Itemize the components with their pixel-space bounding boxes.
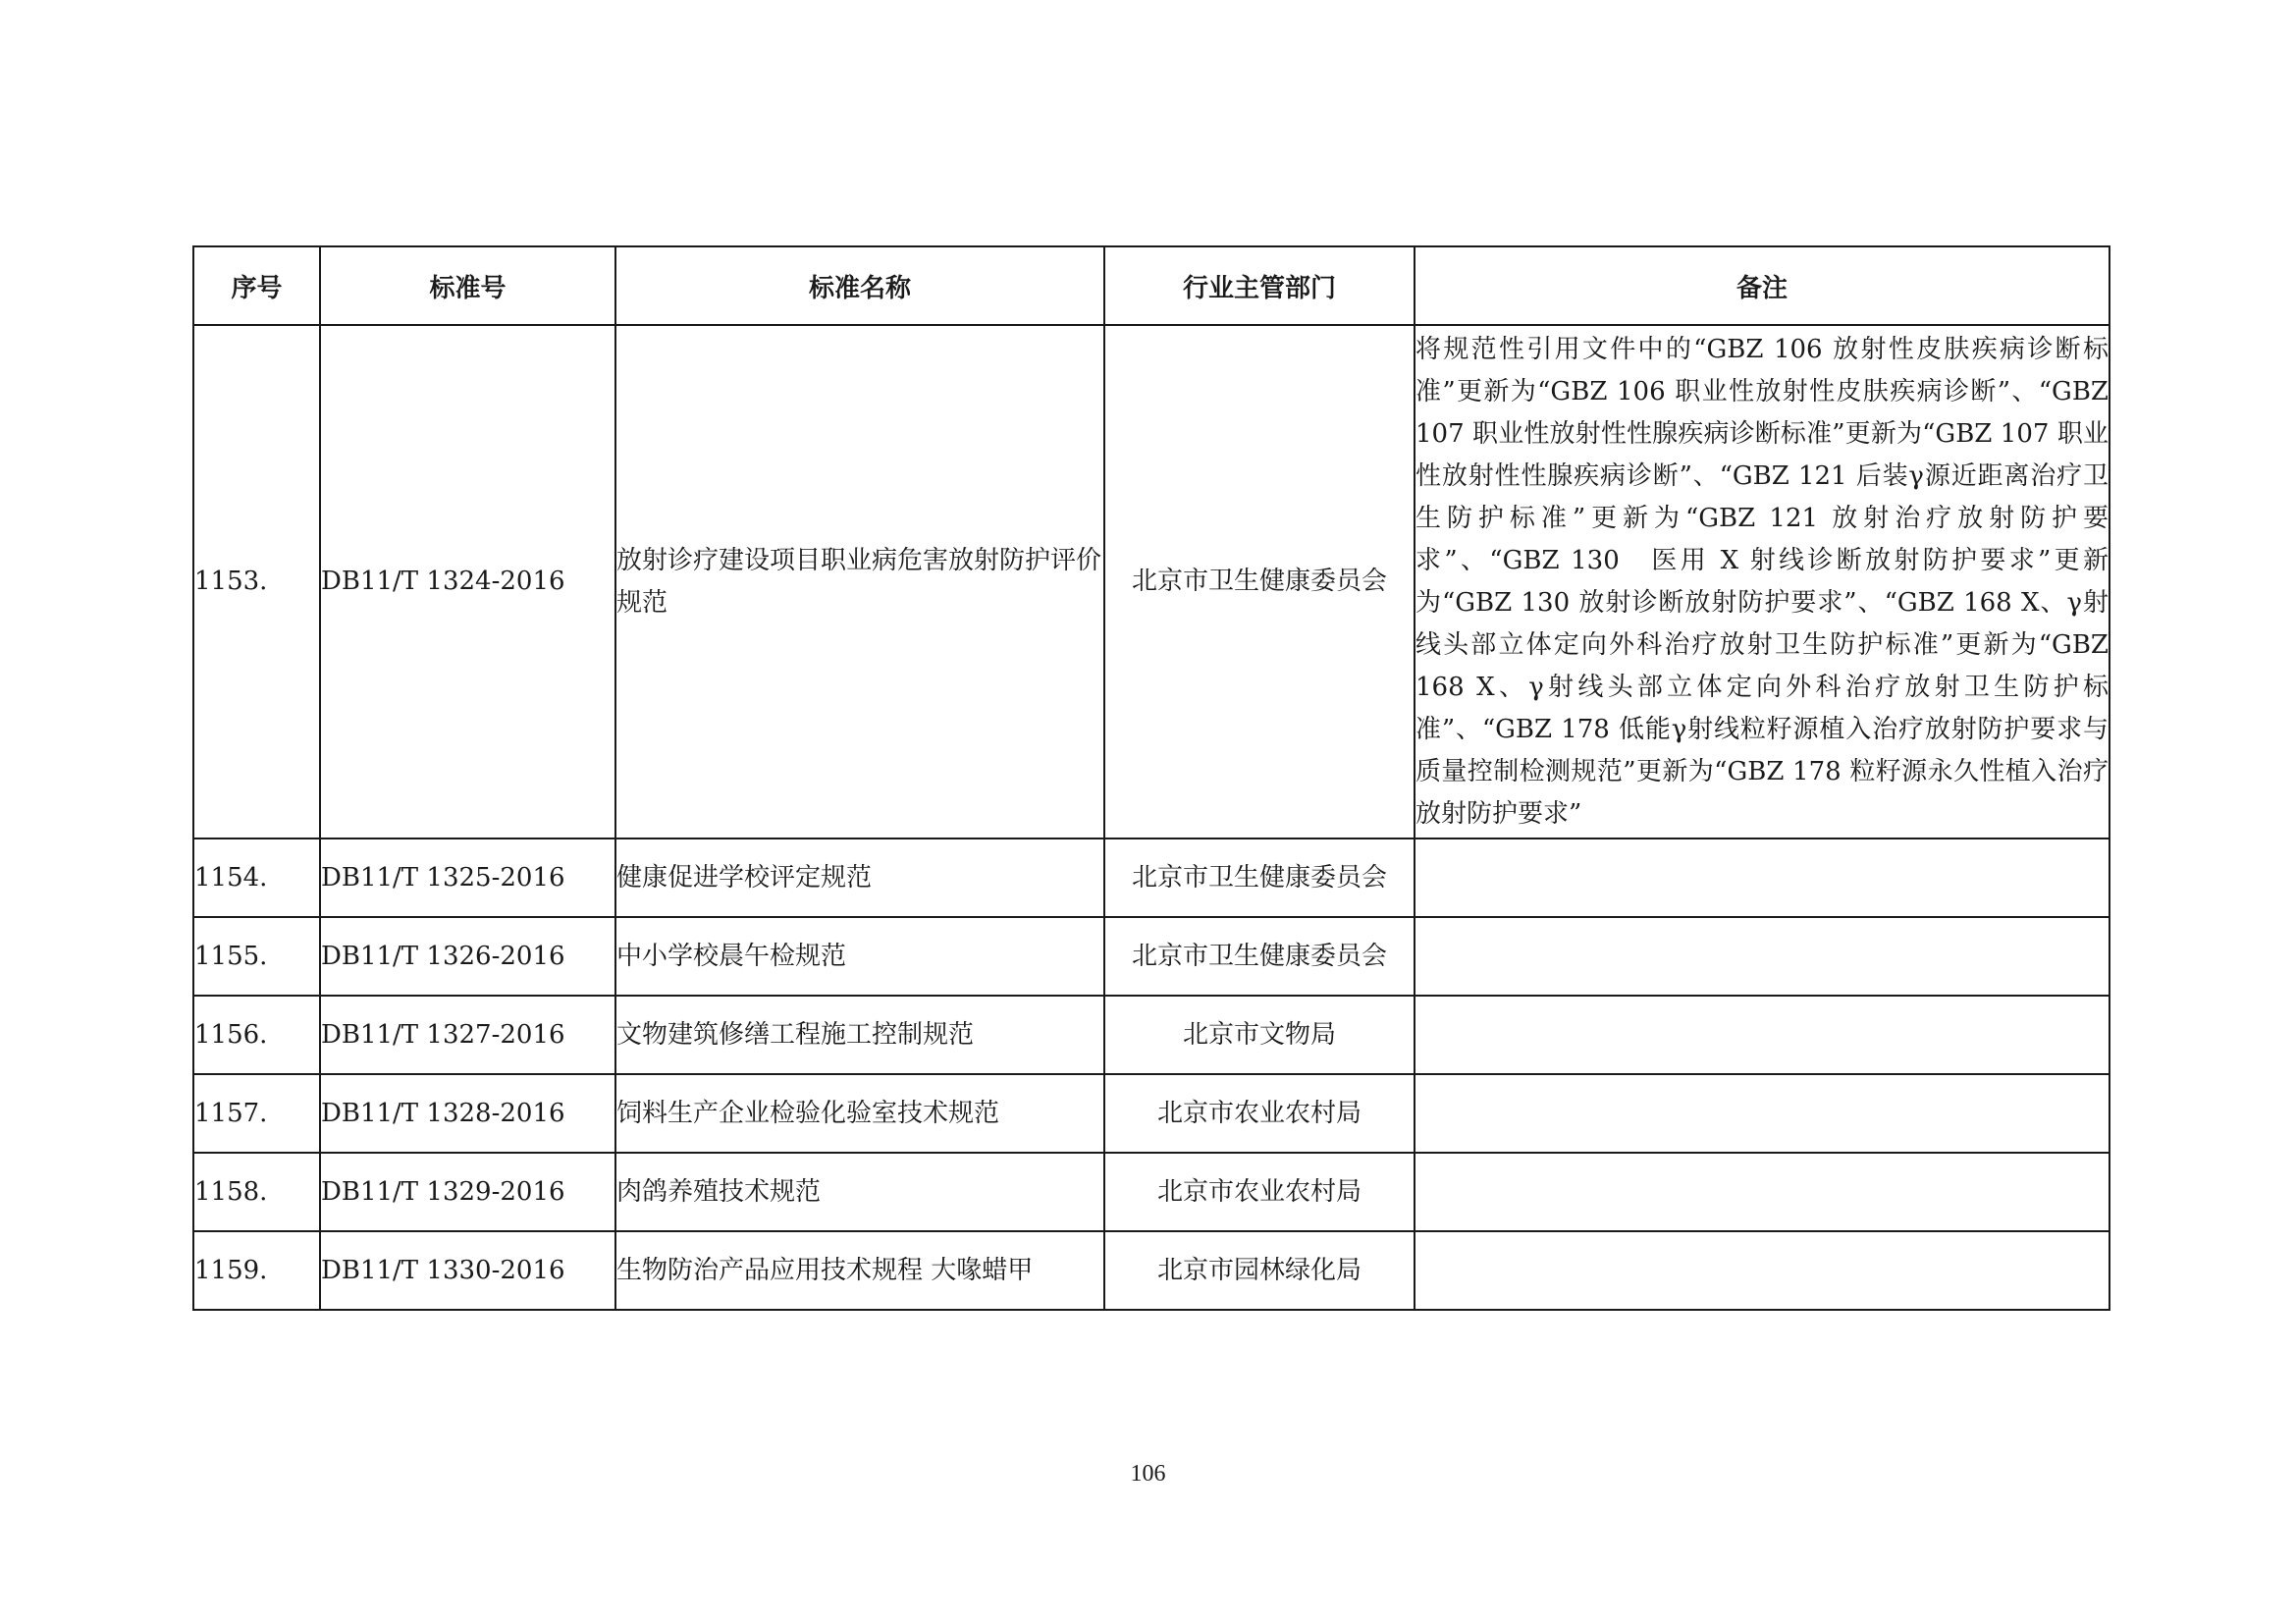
cell-name: 中小学校晨午检规范: [615, 917, 1104, 996]
standards-table: [192, 245, 2110, 1311]
cell-no: 1155.: [193, 917, 320, 996]
page-number: 106: [1130, 1461, 1166, 1487]
cell-dept: 北京市农业农村局: [1104, 1074, 1415, 1153]
cell-no: 1153.: [193, 325, 320, 839]
cell-code: DB11/T 1329-2016: [320, 1153, 615, 1231]
table-header-row: [193, 246, 2109, 325]
cell-name: 生物防治产品应用技术规程 大喙蜡甲: [615, 1231, 1104, 1310]
header-remark: 备注: [1415, 246, 2109, 325]
cell-remark: [1415, 1153, 2109, 1231]
cell-remark: [1415, 839, 2109, 917]
table-row: [193, 1074, 2109, 1153]
cell-remark: [1415, 917, 2109, 996]
cell-code: DB11/T 1324-2016: [320, 325, 615, 839]
cell-name: 文物建筑修缮工程施工控制规范: [615, 996, 1104, 1074]
cell-no: 1159.: [193, 1231, 320, 1310]
cell-no: 1157.: [193, 1074, 320, 1153]
cell-code: DB11/T 1326-2016: [320, 917, 615, 996]
table-row: [193, 839, 2109, 917]
cell-remark: 将规范性引用文件中的“GBZ 106 放射性皮肤疾病诊断标准”更新为“GBZ 106 职业性放射性皮肤疾病诊断”、“GBZ 107 职业性放射性性腺疾病诊断标准”更新为“GBZ 107 职业性放射性性腺疾病诊断”、“GBZ 121 后装γ源近距离治疗卫生防护标准”更新为“GBZ 121 放射治疗放射防护要求”、“GBZ 130 医用 X 射线诊断放射防护要求”更新为“GBZ 130 放射诊断放射防护要求”、“GBZ 168 X、γ射线头部立体定向外科治疗放射卫生防护标准”更新为“GBZ 168 X、γ射线头部立体定向外科治疗放射卫生防护标准”、“GBZ 178 低能γ射线粒籽源植入治疗放射防护要求与质量控制检测规范”更新为“GBZ 178 粒籽源永久性植入治疗放射防护要求”: [1415, 325, 2109, 839]
cell-dept: 北京市农业农村局: [1104, 1153, 1415, 1231]
cell-dept: 北京市卫生健康委员会: [1104, 917, 1415, 996]
cell-code: DB11/T 1328-2016: [320, 1074, 615, 1153]
cell-code: DB11/T 1327-2016: [320, 996, 615, 1074]
table-row: [193, 325, 2109, 839]
cell-remark: [1415, 1231, 2109, 1310]
cell-name: 肉鸽养殖技术规范: [615, 1153, 1104, 1231]
cell-no: 1154.: [193, 839, 320, 917]
cell-name: 放射诊疗建设项目职业病危害放射防护评价规范: [615, 325, 1104, 839]
cell-no: 1156.: [193, 996, 320, 1074]
table-row: [193, 917, 2109, 996]
cell-dept: 北京市卫生健康委员会: [1104, 839, 1415, 917]
header-no: 序号: [193, 246, 320, 325]
header-name: 标准名称: [615, 246, 1104, 325]
cell-remark: [1415, 1074, 2109, 1153]
cell-remark: [1415, 996, 2109, 1074]
cell-no: 1158.: [193, 1153, 320, 1231]
cell-dept: 北京市卫生健康委员会: [1104, 325, 1415, 839]
table-row: [193, 1153, 2109, 1231]
table-row: [193, 996, 2109, 1074]
cell-name: 饲料生产企业检验化验室技术规范: [615, 1074, 1104, 1153]
cell-dept: 北京市文物局: [1104, 996, 1415, 1074]
cell-dept: 北京市园林绿化局: [1104, 1231, 1415, 1310]
cell-name: 健康促进学校评定规范: [615, 839, 1104, 917]
cell-code: DB11/T 1325-2016: [320, 839, 615, 917]
header-code: 标准号: [320, 246, 615, 325]
table-row: [193, 1231, 2109, 1310]
header-dept: 行业主管部门: [1104, 246, 1415, 325]
cell-code: DB11/T 1330-2016: [320, 1231, 615, 1310]
